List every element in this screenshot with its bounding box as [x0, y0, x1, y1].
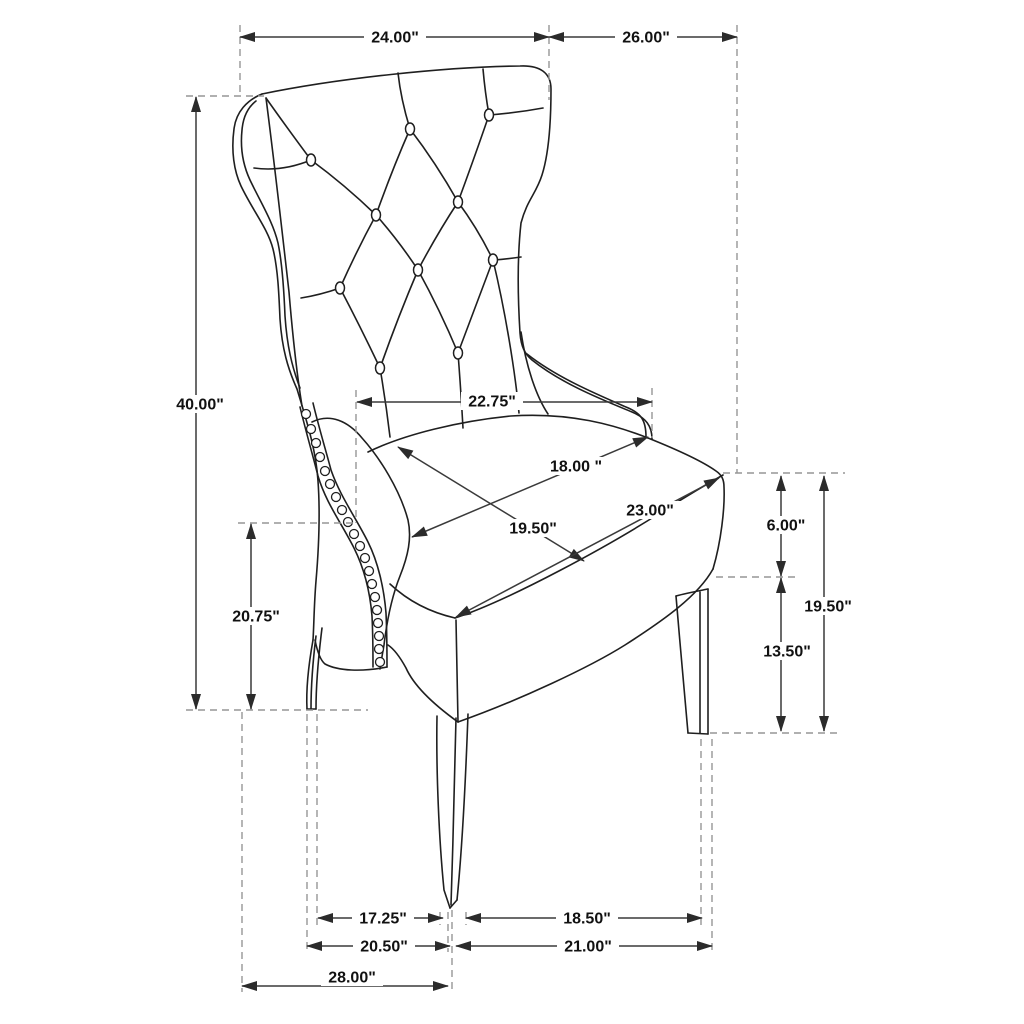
dim-label-seat-depth: 18.00 ": [549, 458, 603, 476]
seat-front-left-edge: [390, 584, 455, 618]
dim-label-upper-seat-width: 22.75": [468, 393, 516, 411]
dim-label-overall-height: 40.00": [176, 396, 224, 414]
skirt-left-lower-edge: [315, 640, 387, 670]
dim-label-rear-span-inner: 18.50": [563, 910, 611, 928]
wing-roll-seam: [241, 101, 300, 388]
dim-label-front-span-inner: 17.25": [359, 910, 407, 928]
dim-label-arm-height: 20.75": [232, 608, 280, 626]
wing-inner-edge: [266, 98, 302, 406]
skirt-bottom-right: [458, 569, 713, 722]
front-corner-pleat: [456, 620, 458, 722]
extension-lines: [186, 25, 845, 992]
legs: [307, 589, 708, 908]
dim-label-front-span-outer: 20.50": [360, 938, 408, 956]
arm-sweep-piping: [527, 354, 646, 437]
dim-label-cushion-thickness: 6.00": [766, 517, 806, 535]
dimension-labels: [169, 28, 859, 987]
rear-right-leg: [676, 589, 708, 734]
dimension-lines: [196, 37, 824, 986]
dim-label-leg-height: 13.50": [763, 643, 811, 661]
dim-line-seat-front-width: [456, 478, 719, 617]
dim-label-rear-span-outer: 21.00": [564, 938, 612, 956]
dim-label-top-seat-offset: 26.00": [622, 29, 670, 47]
nailhead-band-left-edge: [300, 407, 373, 667]
dim-label-seat-diagonal: 19.50": [509, 520, 557, 538]
seat-back-edge: [368, 415, 648, 452]
front-left-leg: [437, 714, 468, 908]
dim-label-top-back-width: 24.00": [371, 29, 419, 47]
dim-label-base-depth: 28.00": [328, 969, 376, 987]
dim-label-seat-height: 19.50": [804, 598, 852, 616]
dim-label-seat-front-width: 23.00": [626, 502, 674, 520]
chair-back-right-outline: [262, 66, 652, 439]
skirt-bottom-left: [388, 645, 458, 722]
